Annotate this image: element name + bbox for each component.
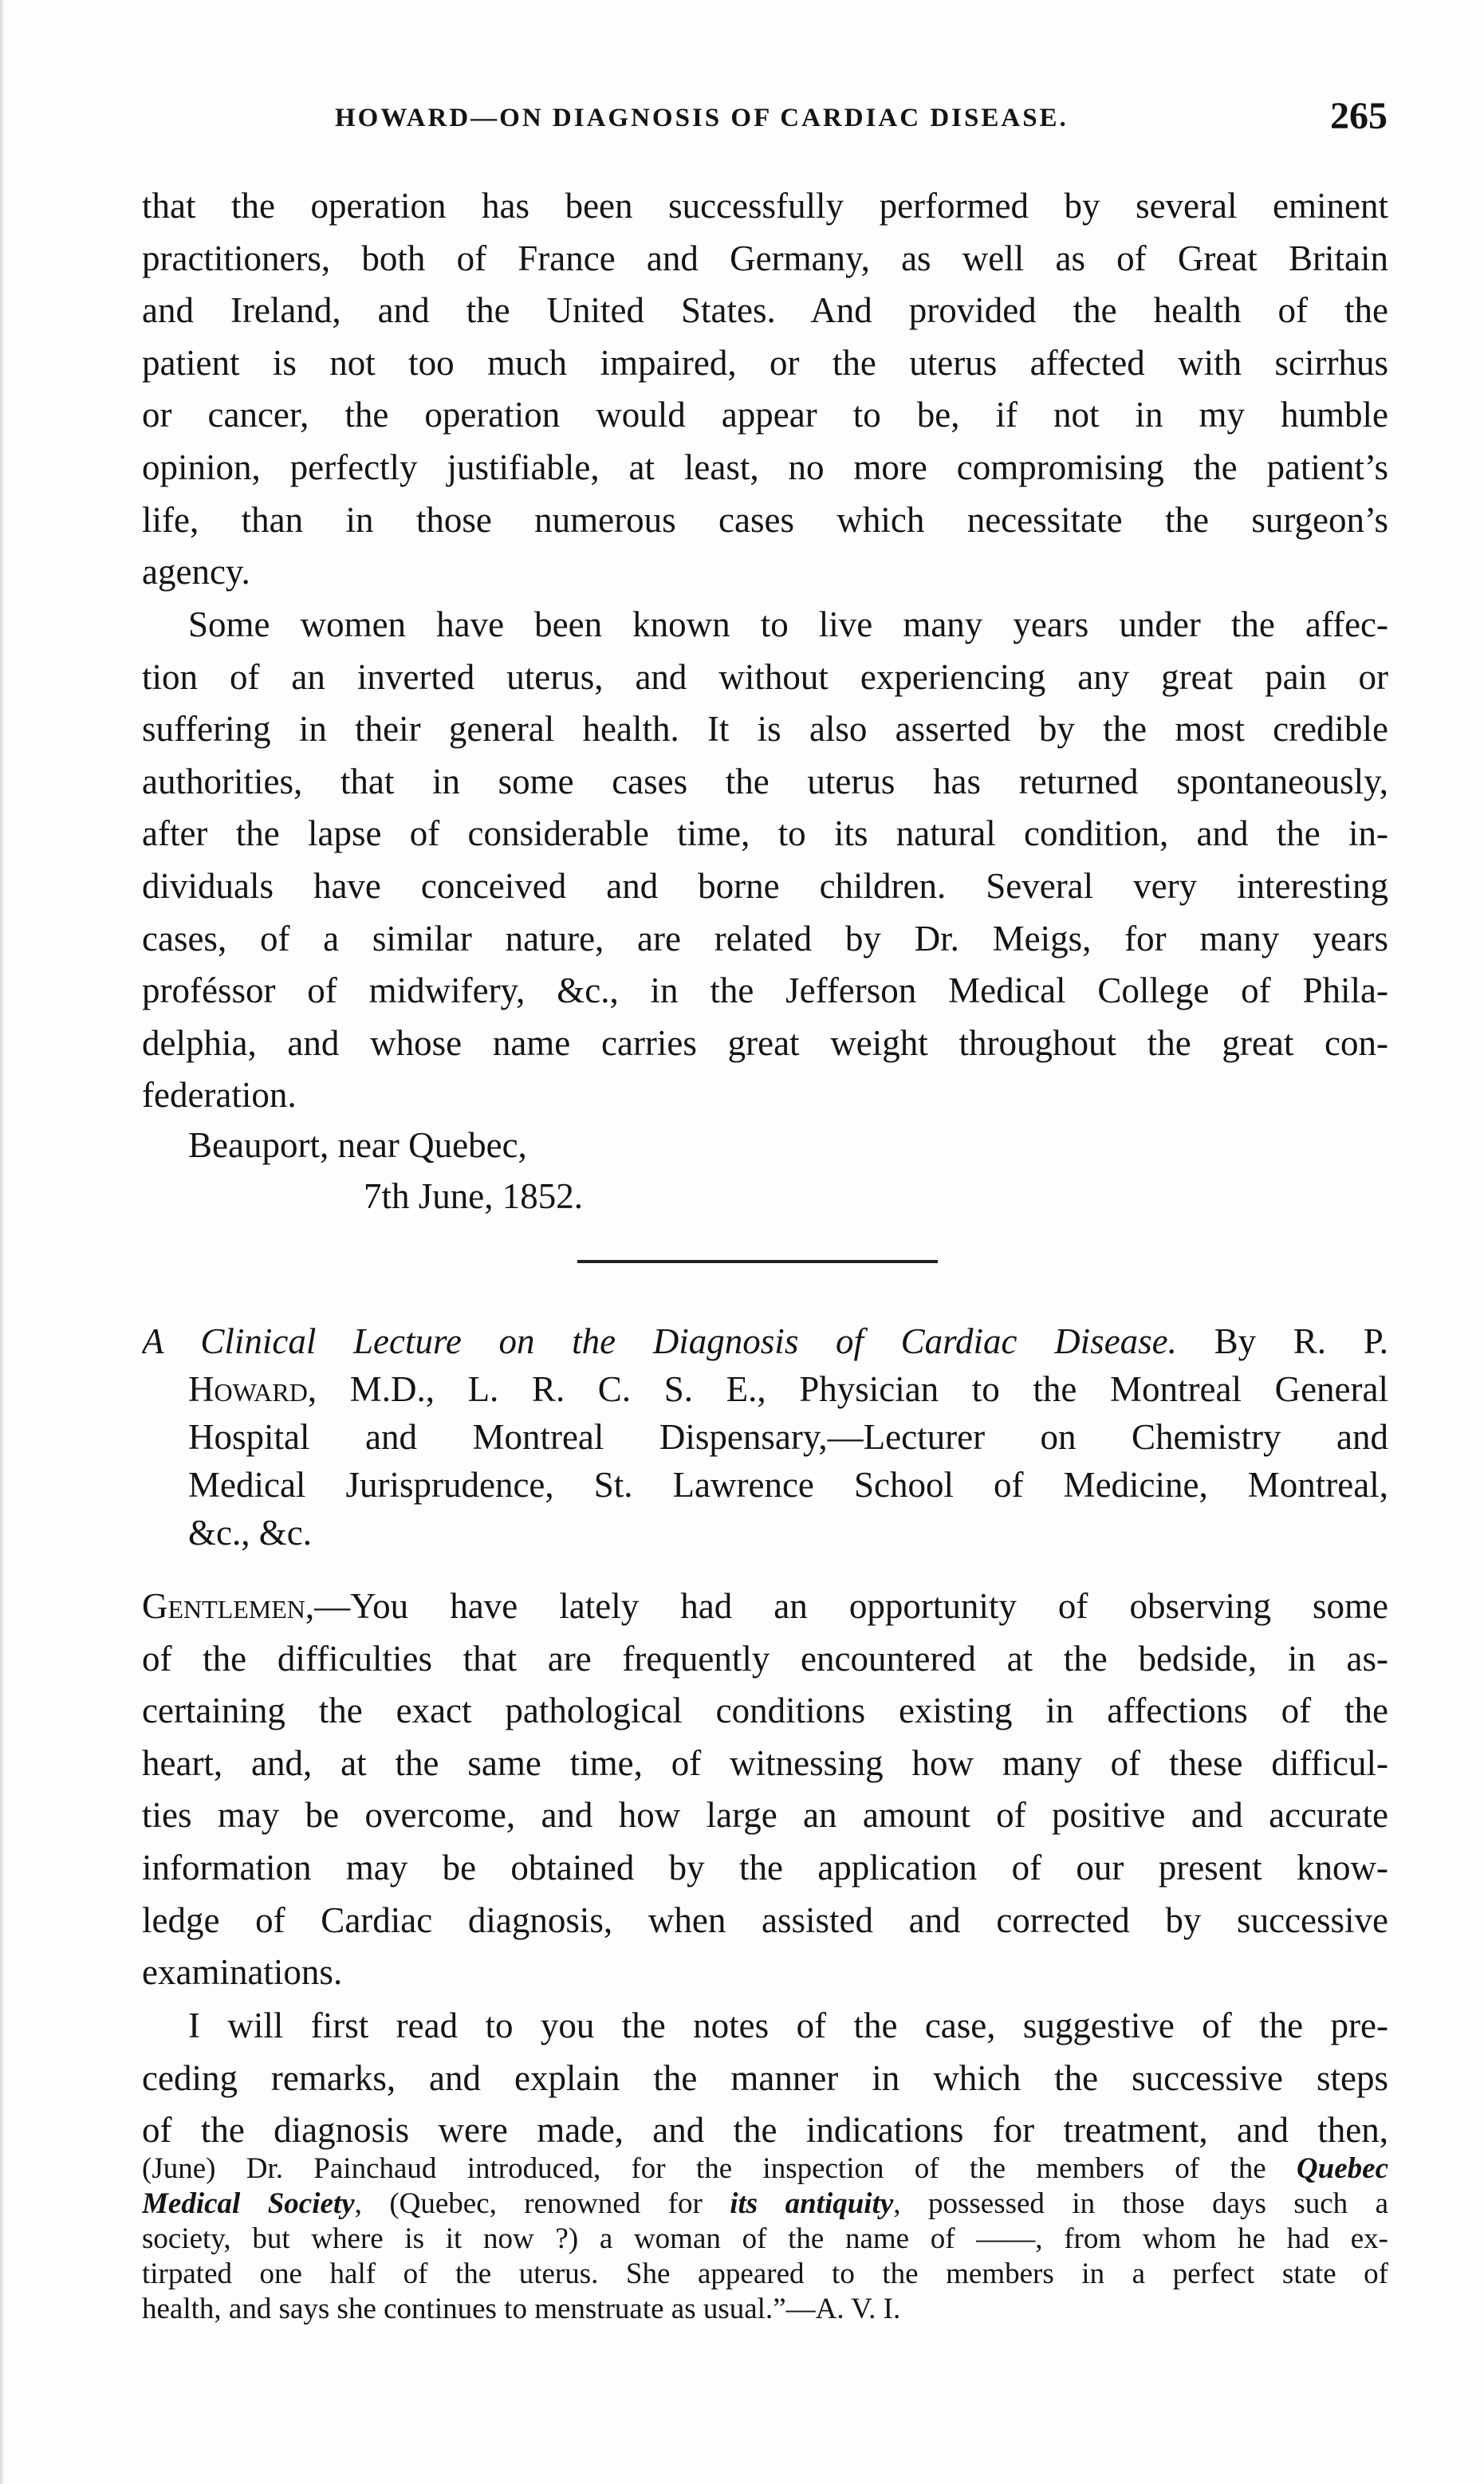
lecture-title-block (142, 1317, 1388, 1557)
title-line: &c., &c. (188, 1513, 312, 1553)
text-line: ledge of Cardiac diagnosis, when assisted and corrected by successive (142, 1899, 1388, 1940)
footnote-text: , possessed in those days such a (893, 2187, 1388, 2220)
text-line: Some women have been known to live many years under the affec- (188, 604, 1388, 644)
title-line: Medical Jurisprudence, St. Lawrence School of Medicine, Montreal, (188, 1465, 1388, 1505)
text-line: I will first read to you the notes of the case, suggestive of the pre- (188, 2006, 1388, 2045)
text-line: life, than in those numerous cases which necessitate the surgeon’s (142, 499, 1388, 540)
salutation: Gentlemen (142, 1586, 305, 1626)
text-line: ceding remarks, and explain the manner in which the successive steps (142, 2057, 1388, 2098)
paragraph-2 (142, 599, 1388, 1122)
text-line: that the operation has been successfully performed by several eminent (142, 186, 1388, 226)
signature-date: 7th June, 1852. (364, 1176, 583, 1216)
running-head: HOWARD—ON DIAGNOSIS OF CARDIAC DISEASE. (335, 104, 1069, 132)
text-line: or cancer, the operation would appear to be, if not in my humble (142, 395, 1388, 435)
title-line (142, 1317, 1388, 1365)
title-line (142, 1365, 1388, 1413)
footnote-text: , (Quebec, renowned for (354, 2187, 730, 2220)
salutation-rest: ,—You have lately had an opportunity of observing some (305, 1586, 1388, 1626)
text-line: after the lapse of considerable time, to its natural condition, and the in- (142, 813, 1388, 854)
paragraph-4 (142, 2000, 1388, 2157)
text-line: cases, of a similar nature, are related by Dr. Meigs, for many years (142, 918, 1388, 959)
text-line: dividuals have conceived and borne children. Several very interesting (142, 865, 1388, 906)
footnote-italic-text: Medical Society (142, 2187, 355, 2220)
text-line: information may be obtained by the application of our present know- (142, 1847, 1388, 1888)
paragraph-1 (142, 180, 1388, 599)
footnote-line: tirpated one half of the uterus. She appeared to the members in a perfect state of (142, 2258, 1388, 2290)
text-line: suffering in their general health. It is also asserted by the most credible (142, 709, 1388, 750)
footnote-text: (June) Dr. Painchaud introduced, for the inspection of the members of the (142, 2152, 1297, 2185)
text-line: agency. (142, 552, 250, 592)
text-line: federation. (142, 1075, 297, 1116)
text-line: of the diagnosis were made, and the indications for treatment, and then, (142, 2110, 1388, 2151)
text-line: practitioners, both of France and Germany, as well as of Great Britain (142, 238, 1388, 278)
text-line: patient is not too much impaired, or the uterus affected with scirrhus (142, 342, 1388, 383)
lecture-title: A Clinical Lecture on the Diagnosis of Cardiac Disease. (142, 1321, 1177, 1361)
footnote-line (142, 2187, 1388, 2222)
footnote-line: health, and says she continues to menstruate as usual.”—A. V. I. (142, 2293, 901, 2325)
text-line: examinations. (142, 1952, 343, 1993)
text-line: of the difficulties that are frequently encountered at the bedside, in as- (142, 1638, 1388, 1679)
footnote (142, 2151, 1388, 2327)
text-line: proféssor of midwifery, &c., in the Jefferson Medical College of Phila- (142, 970, 1388, 1011)
footnote-line (142, 2151, 1388, 2187)
text-line: heart, and, at the same time, of witnessing how many of these difficul- (142, 1742, 1388, 1783)
text-line: certaining the exact pathological conditions existing in affections of the (142, 1691, 1388, 1731)
signature-place: Beauport, near Quebec, (188, 1125, 527, 1165)
author-name: Howard (188, 1369, 308, 1409)
page-edge-shadow (0, 0, 5, 2484)
text-line: opinion, perfectly justifiable, at least, no more compromising the patient’s (142, 447, 1388, 487)
paragraph-3 (142, 1581, 1388, 1999)
text-line: ties may be overcome, and how large an amount of positive and accurate (142, 1795, 1388, 1836)
text-line (142, 1581, 1388, 1633)
text-line: and Ireland, and the United States. And provided the health of the (142, 290, 1388, 331)
text-line: delphia, and whose name carries great weight throughout the great con- (142, 1022, 1388, 1063)
author-credentials: , M.D., L. R. C. S. E., Physician to the Montreal General (307, 1369, 1388, 1409)
footnote-line: society, but where is it now ?) a woman of the name of ——, from whom he had ex- (142, 2222, 1388, 2255)
title-line: Hospital and Montreal Dispensary,—Lecturer on Chemistry and (188, 1417, 1388, 1457)
page-header (144, 94, 1388, 142)
page-number: 265 (1330, 95, 1388, 137)
text-line: tion of an inverted uterus, and without experiencing any great pain or (142, 656, 1388, 697)
text-line: authorities, that in some cases the uterus has returned spontaneously, (142, 761, 1388, 801)
byline: By R. P. (1214, 1321, 1388, 1361)
footnote-italic-text: Quebec (1296, 2152, 1388, 2185)
footnote-italic-text: its antiquity (730, 2187, 894, 2220)
section-divider (577, 1260, 938, 1263)
